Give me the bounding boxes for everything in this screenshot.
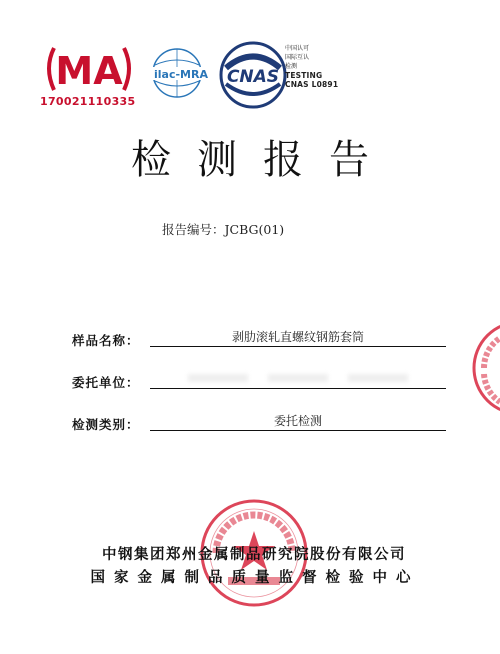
- page-title: 检测报告: [131, 137, 395, 183]
- cma-number: 170021110335: [40, 95, 136, 108]
- cnas-side-line: 中国认可: [285, 45, 310, 52]
- test-type-label: 检测类别：: [72, 417, 140, 432]
- sample-name-label: 样品名称：: [72, 333, 140, 348]
- cma-letters: MA: [55, 49, 123, 93]
- report-number-value: JCBG(01): [224, 222, 285, 237]
- cnas-side-line: 国际互认: [285, 54, 310, 61]
- organization-subname: 国家金属制品质量监督检验中心: [90, 570, 420, 586]
- client-value: [150, 370, 446, 389]
- redacted-text: [188, 374, 248, 382]
- cnas-code: CNAS L0891: [285, 80, 339, 89]
- cnas-logo: [218, 40, 288, 110]
- sample-name-value: 剥肋滚轧直螺纹钢筋套筒: [150, 328, 446, 347]
- redacted-text: [348, 374, 408, 382]
- client-label: 委托单位：: [72, 375, 140, 390]
- ilac-text: ilac-MRA: [154, 68, 208, 81]
- partial-seal: [470, 318, 500, 418]
- test-type-value: 委托检测: [150, 412, 446, 431]
- redacted-text: [268, 374, 328, 382]
- cnas-accreditation-text: [285, 44, 338, 89]
- cnas-side-line: 检测: [285, 63, 298, 70]
- organization-name: 中钢集团郑州金属制品研究院股份有限公司: [102, 547, 406, 563]
- ilac-mra-logo: [147, 45, 215, 101]
- cnas-text: CNAS: [226, 67, 280, 87]
- report-number: [162, 220, 284, 238]
- report-number-label: 报告编号：: [162, 222, 225, 237]
- cnas-testing: TESTING: [285, 71, 323, 80]
